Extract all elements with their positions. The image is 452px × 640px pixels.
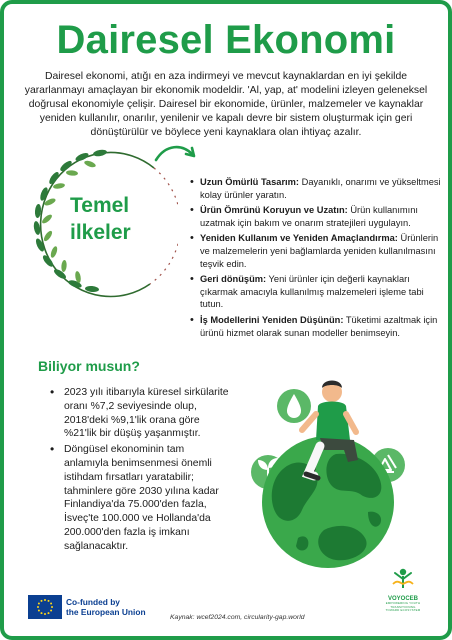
eu-flag-icon <box>28 595 62 619</box>
eu-cofunded-logo <box>28 595 146 619</box>
list-item <box>190 204 442 229</box>
source-citation: Kaynak: wcef2024.com, circularity-gap.world <box>170 614 305 621</box>
list-item <box>190 273 442 311</box>
eu-line-1: Co-funded by <box>66 596 120 607</box>
principle-text: Tüketimi azaltmak için ürünü hizmet olarak sunan modeller benimseyin. <box>200 314 438 338</box>
logo-tagline-1: EMPOWERING YOUTH <box>385 601 421 605</box>
principle-text: Dayanıklı, onarımı ve yükseltmesi kolay ürünler yaratın. <box>200 177 441 200</box>
earth-globe-icon <box>262 436 394 568</box>
logo-tagline-2: TRANSITIONING <box>390 604 416 609</box>
logo-tagline-3: TOWARD ECOSYSTEM <box>385 608 421 613</box>
did-you-know-title: Biliyor musun? <box>38 358 140 374</box>
principle-heading: Geri dönüşüm: <box>200 274 267 285</box>
logo-name: VOYOCEB <box>387 596 418 602</box>
principles-title: Temel ilkeler <box>70 194 131 244</box>
principle-heading: Yeniden Kullanım ve Yeniden Amaçlandırma: <box>200 233 398 244</box>
water-drop-icon <box>277 389 311 423</box>
principle-text: Ürün kullanımını uzatmak için bakım ve onarım stratejileri uygulayın. <box>200 205 419 228</box>
facts-list <box>50 386 230 556</box>
principle-heading: Uzun Ömürlü Tasarım: <box>200 177 300 187</box>
list-item: • 2023 yılı itibarıyla küresel sirkülarite oranı %7,2 seviyesinde olup, 2018'deki %9,1'lik orana göre %21'lik bir düşüş yaşanmıştır. <box>50 386 230 441</box>
voyoceb-logo <box>376 566 430 613</box>
voyoceb-emblem-icon <box>389 566 417 590</box>
list-item <box>190 176 442 201</box>
list-item <box>190 232 442 270</box>
principle-text: Yeni ürünler için değerli kaynakları çıkarmak amacıyla kullanılmış malzemeleri işleme tabi tutun. <box>200 274 424 310</box>
eu-text <box>66 597 146 618</box>
principle-text: Ürünlerin ve malzemelerin yeni bağlamlarda yeniden kullanılmasını teşvik edin. <box>200 233 439 269</box>
list-item: • Döngüsel ekonominin tam anlamıyla benimsenmesi önemli istihdam fırsatları yaratabilir; tahminlere göre 2030 yılına kadar Finlandiya'da 75.000'den fazla, İsveç'te 100.000 ve Hollanda'da 200.000'den fazla iş imkanı sağlanacaktır. <box>50 443 230 553</box>
curved-arrow-icon <box>152 142 200 166</box>
list-item <box>190 314 442 339</box>
eu-line-2: the European Union <box>66 607 146 617</box>
intro-paragraph: Dairesel ekonomi, atığı en aza indirmeyi ve mevcut kaynaklardan en iyi şekilde yararlanmayı amaçlayan bir ekonomik modeldir. 'Al, yap, at' modelini izleyen geleneksel doğrusal ekonomiyle çelişir. Dairesel bir ekonomide, ürünler, malzemeler ve kaynaklar yeniden kullanılır, onarılır, yenilenir ve kapalı devre bir sistem oluşturmak için geri dönüştürülür ve böylece yeni kaynaklara olan ihtiyaç azalır. <box>24 71 428 138</box>
earth-illustration <box>228 362 428 576</box>
principle-heading: Ürün Ömrünü Koruyun ve Uzatın: <box>200 205 348 216</box>
page-title: Dairesel Ekonomi <box>56 18 396 62</box>
principle-heading: İş Modellerini Yeniden Düşünün: <box>200 314 344 325</box>
principles-list <box>190 176 442 342</box>
